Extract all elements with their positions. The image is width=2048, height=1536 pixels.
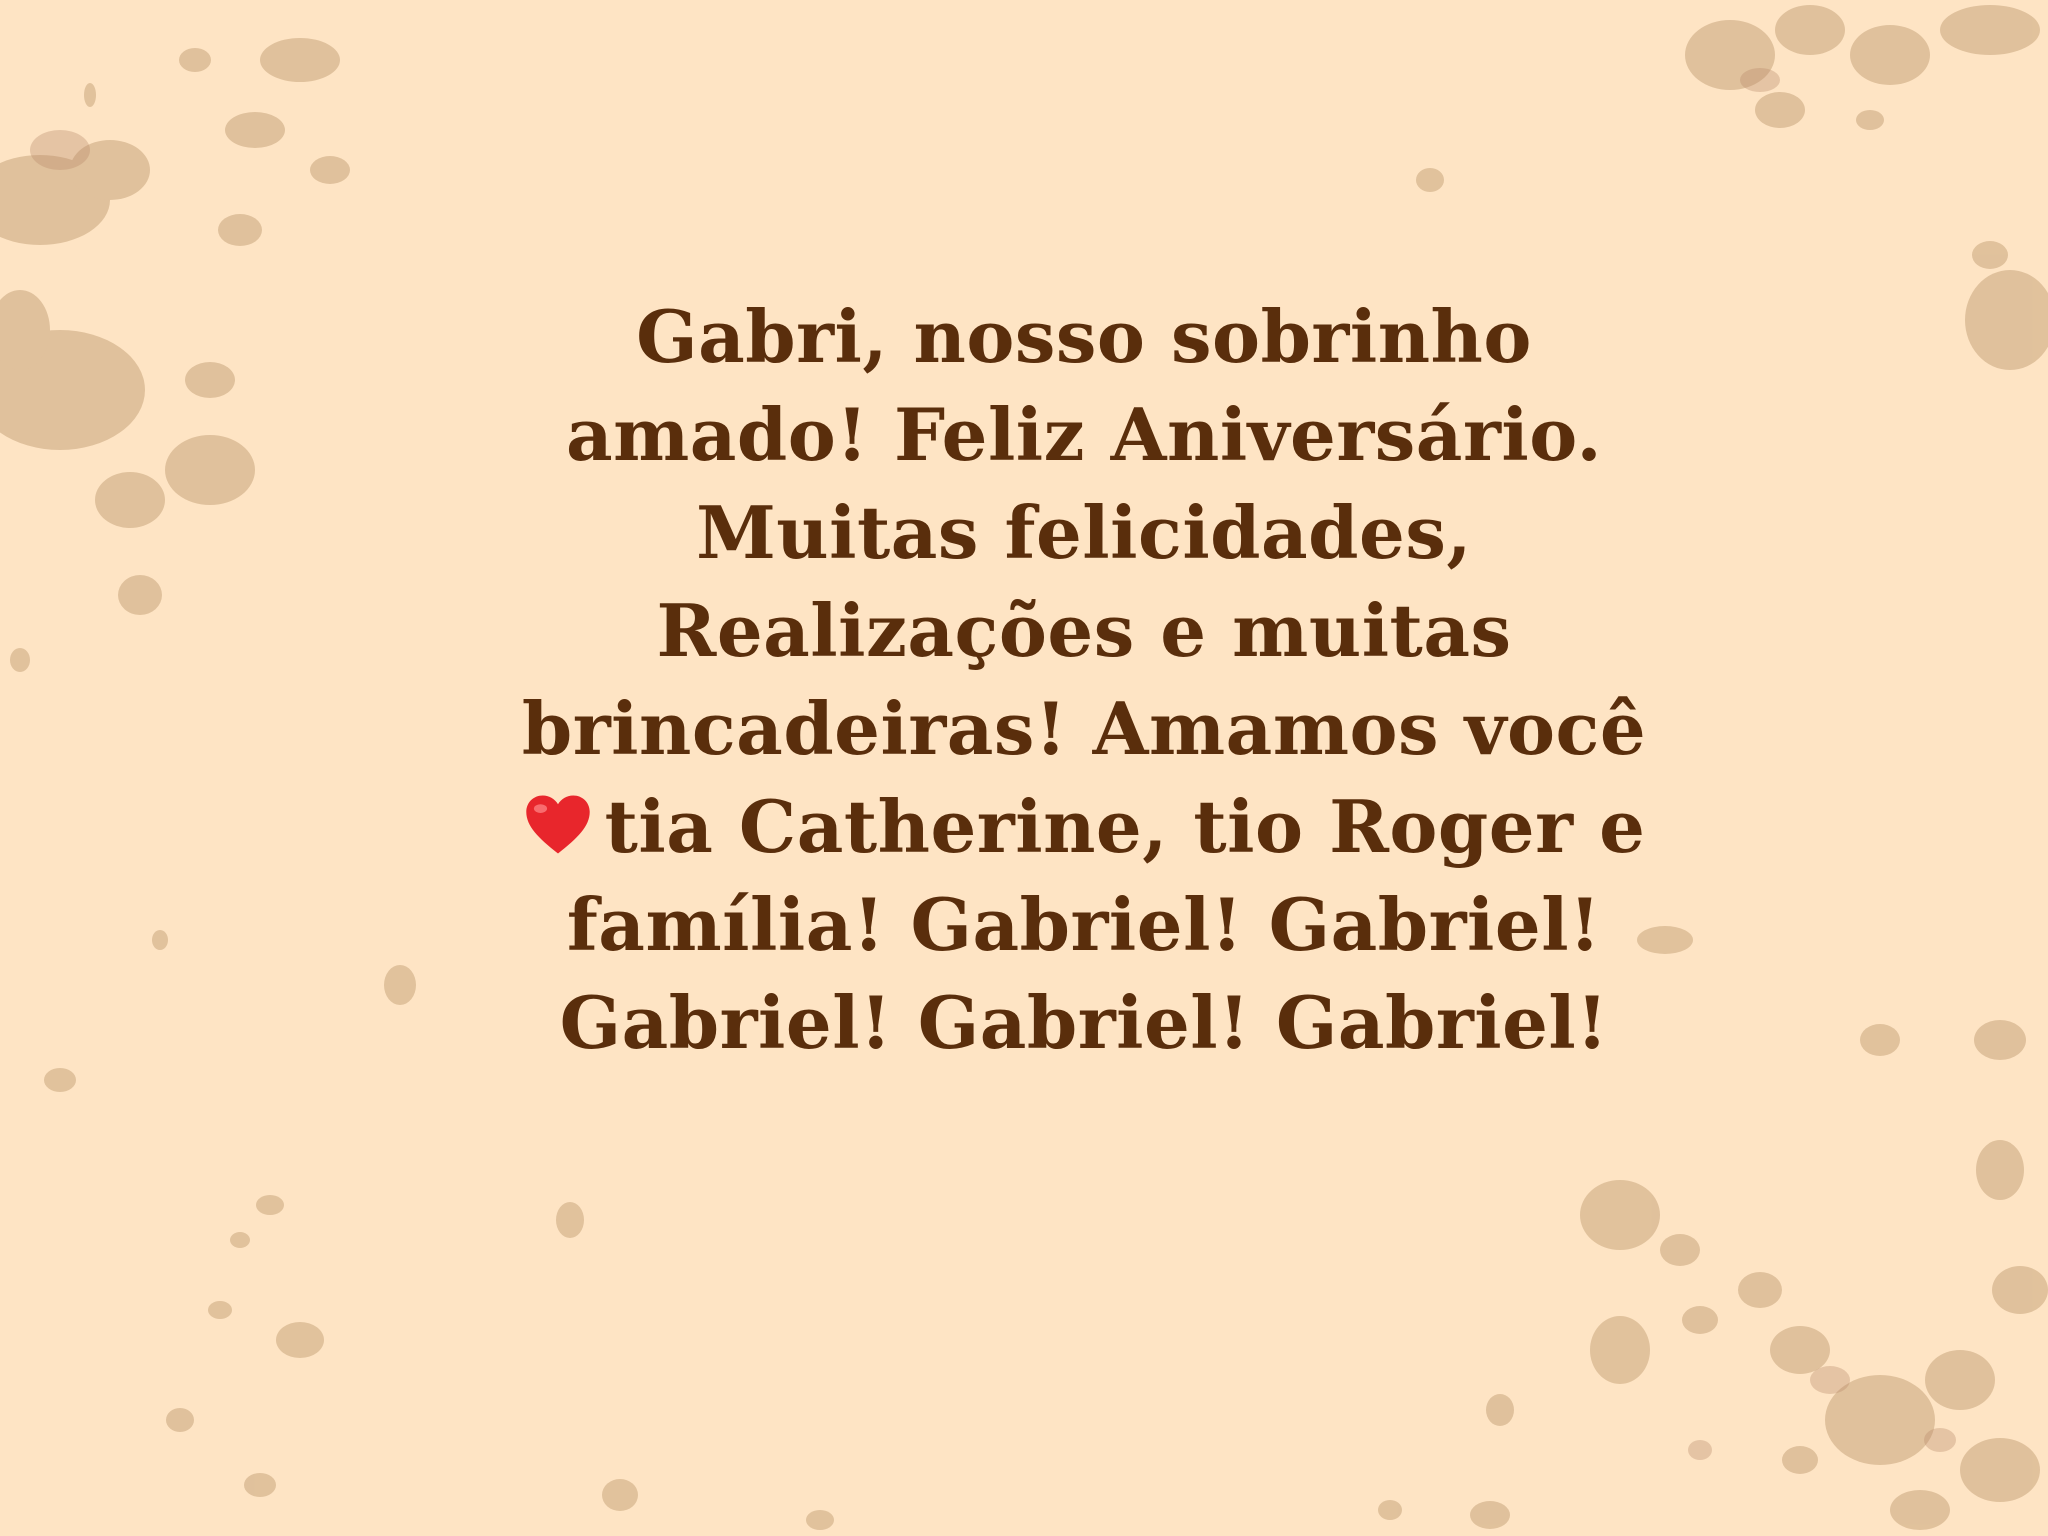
message-line-3: Muitas felicidades, <box>696 490 1472 575</box>
message-line-2: amado! Feliz Aniversário. <box>565 392 1603 477</box>
message-line-6-text: tia Catherine, tio Roger e <box>604 784 1646 869</box>
birthday-message <box>424 288 1744 1072</box>
message-line-4: Realizações e muitas <box>656 588 1512 673</box>
message-line-5: brincadeiras! Amamos você <box>521 686 1647 771</box>
message-line-6 <box>424 778 1744 876</box>
message-line-7: família! Gabriel! Gabriel! <box>566 882 1602 967</box>
message-line-1: Gabri, nosso sobrinho <box>636 294 1532 379</box>
message-line-8: Gabriel! Gabriel! Gabriel! <box>559 980 1609 1065</box>
red-heart-icon <box>523 792 593 858</box>
